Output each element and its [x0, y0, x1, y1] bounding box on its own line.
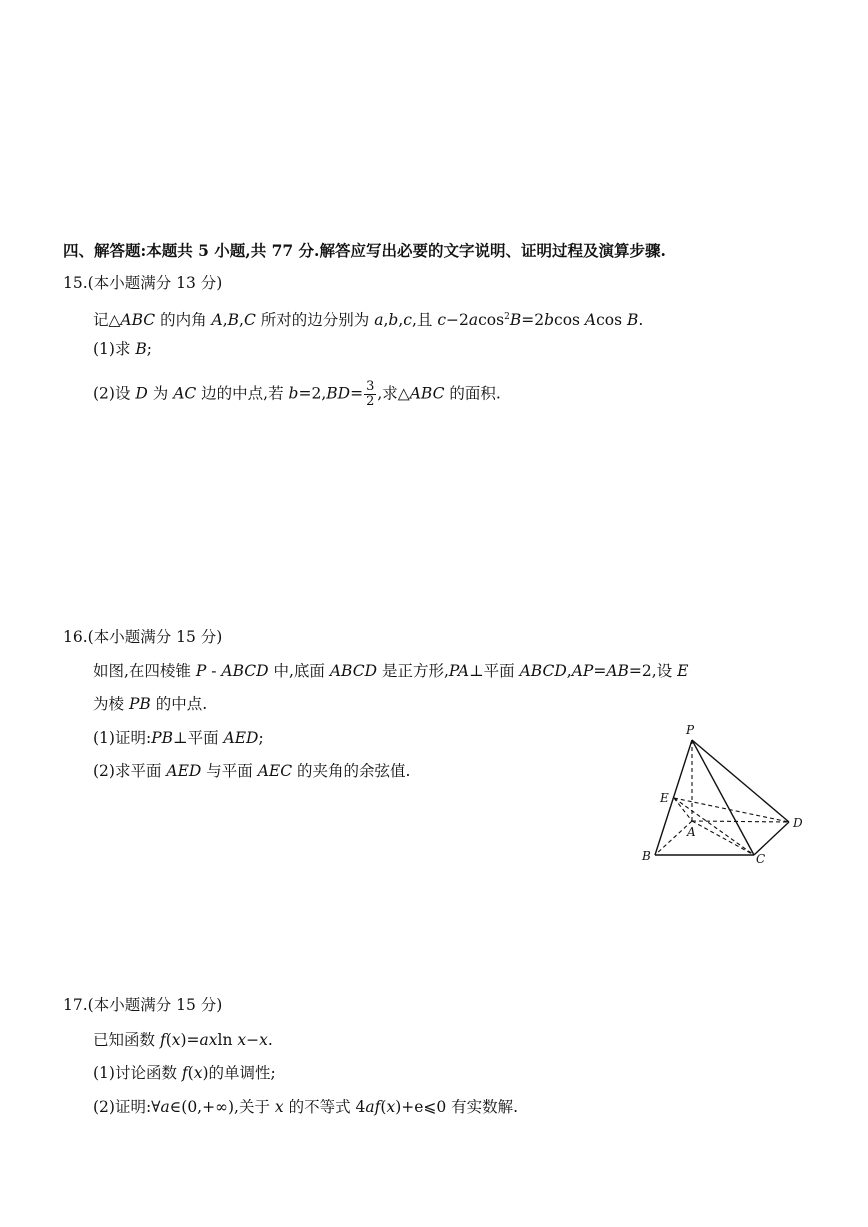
label-a: A: [687, 825, 696, 839]
problem-17-stem: 已知函数 f(x)=axln x−x.: [93, 1031, 273, 1049]
problem-15-header: 15.(本小题满分 13 分): [63, 274, 223, 292]
label-d: D: [793, 816, 803, 830]
edge-ad: [692, 821, 789, 822]
problem-15-q2: (2)设 D 为 AC 边的中点,若 b=2,BD= $\frac{3}{2}$ ,求△ABC 的面积.: [93, 379, 501, 409]
problem-16-q1: (1)证明:PB⊥平面 AED;: [93, 729, 264, 747]
problem-15-q1: (1)求 B;: [93, 340, 153, 358]
edge-pd: [692, 740, 789, 822]
section-title: 四、解答题:本题共 5 小题,共 77 分.解答应写出必要的文字说明、证明过程及演算步骤.: [63, 241, 666, 260]
label-p: P: [686, 723, 695, 737]
pyramid-figure: [636, 718, 816, 870]
problem-16-stem-line2: 为棱 PB 的中点.: [93, 695, 208, 713]
edge-cd: [754, 822, 789, 855]
problem-17-q1: (1)讨论函数 f(x)的单调性;: [93, 1064, 276, 1082]
fraction-three-halves: $\frac{3}{2}$: [366, 379, 375, 409]
problem-17-q2: (2)证明:∀a∈(0,+∞),关于 x 的不等式 4af(x)+e⩽0 有实数解.: [93, 1098, 519, 1116]
problem-15-stem: 记△ABC 的内角 A,B,C 所对的边分别为 a,b,c,且 c−2acos$^2$B=2bcos Acos B.: [93, 311, 644, 330]
problem-16-stem-line1: 如图,在四棱锥 P - ABCD 中,底面 ABCD 是正方形,PA⊥平面 ABCD,AP=AB=2,设 E: [93, 662, 689, 680]
problem-16-q2: (2)求平面 AED 与平面 AEC 的夹角的余弦值.: [93, 762, 411, 780]
label-c: C: [756, 852, 766, 866]
problem-17-header: 17.(本小题满分 15 分): [63, 996, 223, 1014]
problem-16-header: 16.(本小题满分 15 分): [63, 628, 223, 646]
label-e: E: [660, 791, 669, 805]
label-b: B: [642, 849, 651, 863]
